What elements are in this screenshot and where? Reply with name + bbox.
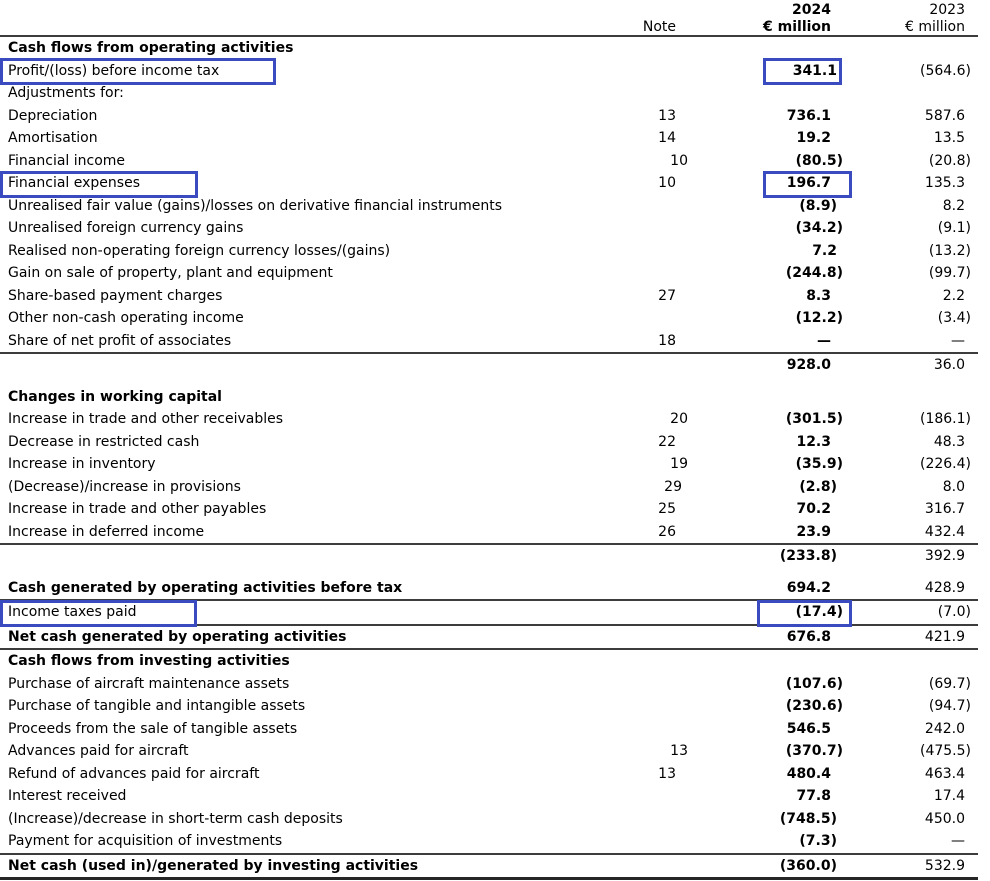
note-value: 10 — [670, 152, 688, 169]
table-header — [0, 0, 978, 37]
row-label: Decrease in restricted cash — [8, 433, 200, 450]
value-2023: (99.7) — [928, 265, 971, 282]
value-2024: 694.2 — [786, 579, 831, 596]
row-label: Financial expenses — [8, 175, 140, 192]
row-label: Increase in trade and other receivables — [8, 411, 284, 428]
spacer-row — [0, 568, 978, 577]
table-row — [0, 476, 978, 499]
spacer-row — [0, 377, 978, 386]
table-row — [0, 127, 978, 150]
table-body — [0, 37, 978, 880]
table-row — [0, 172, 978, 195]
value-2023: 428.9 — [924, 579, 965, 596]
row-label: Increase in inventory — [8, 456, 156, 473]
value-2023: 13.5 — [933, 130, 965, 147]
table-row — [0, 785, 978, 808]
row-label: Interest received — [8, 788, 127, 805]
value-2023: (13.2) — [928, 242, 971, 259]
row-label: Increase in trade and other payables — [8, 501, 267, 518]
value-2024: (2.8) — [799, 478, 837, 495]
value-2023: 135.3 — [924, 175, 965, 192]
value-2024: (7.3) — [799, 833, 837, 850]
row-label: Gain on sale of property, plant and equipment — [8, 265, 333, 282]
value-2024: 23.9 — [796, 523, 831, 540]
value-2024: (233.8) — [779, 548, 837, 565]
row-label: Net cash generated by operating activities — [8, 628, 347, 645]
table-row — [0, 453, 978, 476]
table-row — [0, 240, 978, 263]
row-label: Refund of advances paid for aircraft — [8, 765, 260, 782]
row-label: (Increase)/decrease in short-term cash deposits — [8, 810, 343, 827]
value-2023: (20.8) — [928, 152, 971, 169]
note-value: 25 — [658, 501, 676, 518]
value-2024: 70.2 — [796, 501, 831, 518]
row-label: Other non-cash operating income — [8, 310, 244, 327]
value-2023: (94.7) — [928, 698, 971, 715]
value-2023: 48.3 — [933, 433, 965, 450]
value-2024: 77.8 — [796, 788, 831, 805]
value-2024: 12.3 — [796, 433, 831, 450]
row-label: Increase in deferred income — [8, 523, 205, 540]
column-header-year-2023: 2023 — [929, 2, 965, 18]
table-row — [0, 695, 978, 718]
table-row — [0, 718, 978, 741]
value-2023: (3.4) — [937, 310, 971, 327]
table-row — [0, 740, 978, 763]
value-2024: (35.9) — [795, 456, 843, 473]
row-label: Payment for acquisition of investments — [8, 833, 283, 850]
column-header-unit-2024: € million — [763, 19, 831, 35]
row-label: Realised non-operating foreign currency losses/(gains) — [8, 242, 391, 259]
note-value: 13 — [670, 743, 688, 760]
row-label: Changes in working capital — [8, 388, 222, 405]
table-row — [0, 808, 978, 831]
value-2024: (12.2) — [795, 310, 843, 327]
value-2023: 36.0 — [933, 357, 965, 374]
value-2024: 736.1 — [786, 107, 831, 124]
value-2023: 421.9 — [924, 628, 965, 645]
value-2023: 532.9 — [924, 857, 965, 874]
row-label: Unrealised foreign currency gains — [8, 220, 244, 237]
row-label: Proceeds from the sale of tangible assets — [8, 720, 298, 737]
row-label: Purchase of tangible and intangible assets — [8, 698, 306, 715]
table-row — [0, 285, 978, 308]
value-2023: 8.2 — [942, 197, 965, 214]
value-2024: (17.4) — [795, 604, 843, 621]
table-row — [0, 352, 978, 377]
note-value: 20 — [670, 411, 688, 428]
table-row — [0, 543, 978, 568]
table-row — [0, 150, 978, 173]
note-value: 13 — [658, 765, 676, 782]
table-row — [0, 408, 978, 431]
row-label: Purchase of aircraft maintenance assets — [8, 675, 290, 692]
row-label: Share-based payment charges — [8, 287, 223, 304]
note-value: 29 — [664, 478, 682, 495]
table-row — [0, 498, 978, 521]
value-2024: (301.5) — [785, 411, 843, 428]
value-2023: — — [951, 833, 965, 850]
table-row — [0, 431, 978, 454]
row-label: Depreciation — [8, 107, 98, 124]
table-row — [0, 217, 978, 240]
value-2023: 8.0 — [942, 478, 965, 495]
column-header-note: Note — [642, 19, 676, 35]
row-label: Net cash (used in)/generated by investing activities — [8, 857, 419, 874]
value-2023: 432.4 — [924, 523, 965, 540]
value-2023: 587.6 — [924, 107, 965, 124]
table-row — [0, 673, 978, 696]
table-row — [0, 626, 978, 651]
value-2023: (9.1) — [937, 220, 971, 237]
value-2023: — — [951, 332, 965, 349]
value-2024: (34.2) — [795, 220, 843, 237]
column-header-year-2024: 2024 — [792, 2, 831, 18]
value-2024: (80.5) — [795, 152, 843, 169]
table-row — [0, 307, 978, 330]
table-row — [0, 262, 978, 285]
value-2024: — — [817, 332, 831, 349]
row-label: Income taxes paid — [8, 604, 137, 621]
value-2023: (475.5) — [919, 743, 971, 760]
table-row — [0, 82, 978, 105]
value-2024: 341.1 — [792, 62, 837, 79]
value-2024: 8.3 — [806, 287, 831, 304]
value-2023: 450.0 — [924, 810, 965, 827]
table-row — [0, 521, 978, 544]
value-2023: (7.0) — [937, 604, 971, 621]
value-2024: 928.0 — [786, 357, 831, 374]
column-header-unit-2023: € million — [905, 19, 965, 35]
value-2024: (244.8) — [785, 265, 843, 282]
table-row — [0, 853, 978, 881]
row-label: Profit/(loss) before income tax — [8, 62, 220, 79]
note-value: 14 — [658, 130, 676, 147]
note-value: 10 — [658, 175, 676, 192]
row-label: Amortisation — [8, 130, 98, 147]
value-2024: 676.8 — [786, 628, 831, 645]
note-value: 27 — [658, 287, 676, 304]
table-row — [0, 763, 978, 786]
value-2024: (370.7) — [785, 743, 843, 760]
table-row — [0, 650, 978, 673]
table-row — [0, 195, 978, 218]
table-row — [0, 60, 978, 83]
row-label: Cash generated by operating activities before tax — [8, 579, 403, 596]
value-2024: 480.4 — [786, 765, 831, 782]
table-row — [0, 601, 978, 626]
value-2024: 196.7 — [786, 175, 831, 192]
value-2024: (107.6) — [785, 675, 843, 692]
note-value: 18 — [658, 332, 676, 349]
row-label: Adjustments for: — [8, 85, 124, 102]
header-unit-row — [0, 18, 978, 35]
row-label: Share of net profit of associates — [8, 332, 232, 349]
value-2023: (226.4) — [919, 456, 971, 473]
table-row — [0, 577, 978, 602]
row-label: Advances paid for aircraft — [8, 743, 189, 760]
value-2024: 19.2 — [796, 130, 831, 147]
value-2024: (360.0) — [779, 857, 837, 874]
row-label: (Decrease)/increase in provisions — [8, 478, 241, 495]
value-2023: 242.0 — [924, 720, 965, 737]
value-2024: 546.5 — [786, 720, 831, 737]
value-2024: (8.9) — [799, 197, 837, 214]
value-2024: 7.2 — [812, 242, 837, 259]
value-2024: (230.6) — [785, 698, 843, 715]
table-row — [0, 105, 978, 128]
note-value: 19 — [670, 456, 688, 473]
row-label: Cash flows from operating activities — [8, 40, 294, 57]
value-2023: (186.1) — [919, 411, 971, 428]
table-row — [0, 37, 978, 60]
header-year-row — [0, 1, 978, 18]
table-row — [0, 330, 978, 353]
value-2023: 392.9 — [924, 548, 965, 565]
note-value: 22 — [658, 433, 676, 450]
note-value: 13 — [658, 107, 676, 124]
table-row — [0, 830, 978, 853]
value-2023: (69.7) — [928, 675, 971, 692]
row-label: Unrealised fair value (gains)/losses on derivative financial instruments — [8, 197, 502, 214]
note-value: 26 — [658, 523, 676, 540]
value-2023: 17.4 — [933, 788, 965, 805]
value-2023: (564.6) — [919, 62, 971, 79]
value-2023: 316.7 — [924, 501, 965, 518]
value-2023: 463.4 — [924, 765, 965, 782]
row-label: Financial income — [8, 152, 126, 169]
row-label: Cash flows from investing activities — [8, 653, 290, 670]
table-row — [0, 386, 978, 409]
value-2023: 2.2 — [942, 287, 965, 304]
value-2024: (748.5) — [779, 810, 837, 827]
